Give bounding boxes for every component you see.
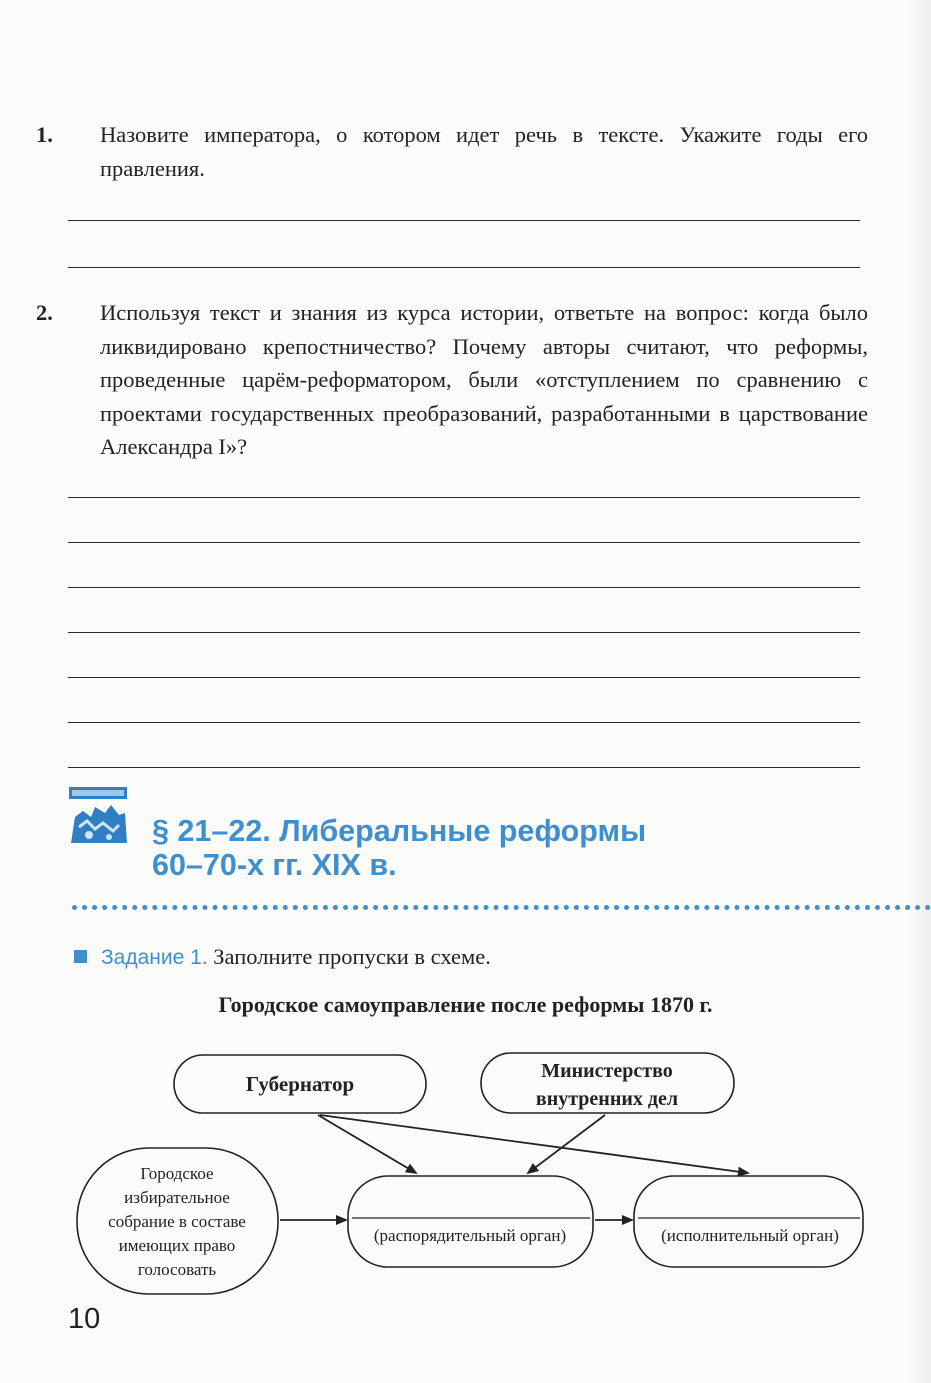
- governor-label: Губернатор: [245, 1072, 355, 1096]
- page-number: 10: [68, 1303, 101, 1335]
- administrative-body-label: (распорядительный орган): [373, 1226, 567, 1245]
- administrative-body-node: [348, 1176, 593, 1267]
- executive-body-node: [634, 1176, 863, 1267]
- scheme-title: Городское самоуправление после реформы 1870 г.: [218, 992, 713, 1017]
- task-label: Задание 1.: [101, 946, 208, 969]
- section-title-line-2: 60–70-х гг. XIX в.: [152, 848, 397, 882]
- assembly-label-line-5: голосовать: [137, 1260, 217, 1279]
- assembly-node: [77, 1148, 278, 1294]
- task-text: Заполните пропуски в схеме.: [213, 944, 491, 969]
- assembly-label-line-2: избирательное: [124, 1188, 230, 1207]
- assembly-label-line-3: собрание в составе: [108, 1212, 246, 1231]
- question-2-number: 2.: [36, 300, 53, 325]
- ministry-label-line-2: внутренних дел: [535, 1088, 679, 1110]
- question-1-number: 1.: [36, 122, 53, 147]
- assembly-label-line-1: Городское: [140, 1164, 214, 1183]
- ministry-node: [481, 1053, 734, 1113]
- ministry-label-line-1: Министерство: [541, 1060, 673, 1082]
- question-2-text: Используя текст и знания из курса истории, ответьте на вопрос: когда было ликвидировано крепостничество? Почему авторы считают, что реформы, проведенные царём-реформатором, были «отступлением по сравнению с проектами государственных преобразований, разработанными в царствование Александра I»?: [100, 300, 868, 459]
- governor-node: [174, 1055, 426, 1113]
- arrow-governor-to-executive: [320, 1115, 748, 1173]
- arrow-governor-to-administrative: [318, 1115, 416, 1173]
- section-title-line-1: § 21–22. Либеральные реформы: [152, 814, 647, 848]
- executive-body-label: (исполнительный орган): [661, 1226, 839, 1245]
- assembly-label-line-4: имеющих право: [118, 1236, 236, 1255]
- question-1-text: Назовите императора, о котором идет речь в тексте. Укажите годы его правления.: [100, 122, 868, 181]
